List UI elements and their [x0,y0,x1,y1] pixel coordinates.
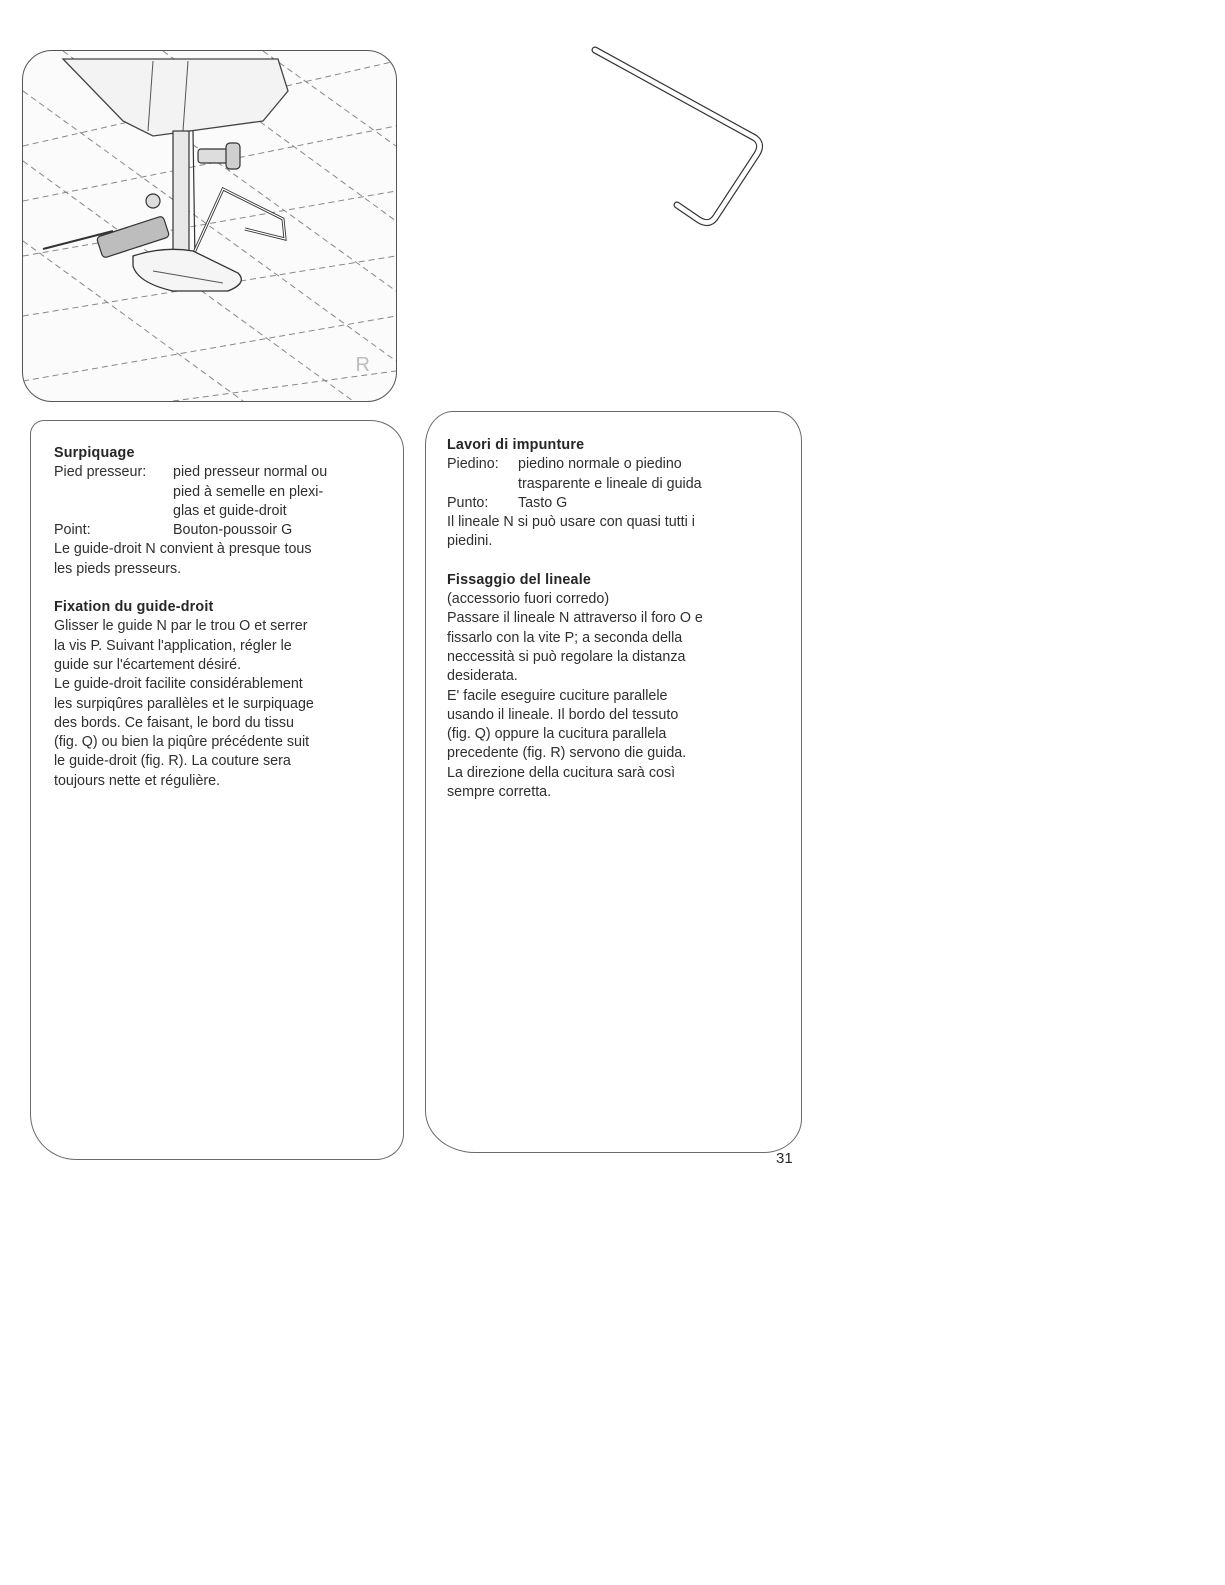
french-foot-row [54,463,327,482]
italian-body-line: sempre corretta. [447,784,552,801]
french-point-row [54,521,327,540]
italian-body-line: E' facile eseguire cuciture parallele [447,687,668,704]
french-body-line: toujours nette et régulière. [54,772,221,789]
french-point-label: Point: [54,522,91,539]
french-section-title: Fixation du guide-droit [54,599,214,616]
french-body-line: des bords. Ce faisant, le bord du tissu [54,714,295,731]
italian-section-title: Fissaggio del lineale [447,571,592,588]
italian-point-label: Punto: [447,494,489,511]
italian-foot-value-2: trasparente e lineale di guida [518,475,702,492]
french-foot-label: Pied presseur: [54,464,147,481]
sewing-foot-with-guide-illustration-icon [23,51,396,401]
french-point-value: Bouton-poussoir G [173,522,293,539]
italian-foot-label: Piedino: [447,456,499,473]
guide-bar-illustration-icon [585,40,785,240]
figure-label: R [355,354,370,376]
french-foot-value-3: glas et guide-droit [173,502,287,519]
italian-point-value: Tasto G [518,494,568,511]
french-body-line: Le guide-droit facilite considérablement [54,676,303,693]
italian-foot-value-1: piedino normale o piedino [518,456,682,473]
italian-body-line: Passare il lineale N attraverso il foro O e [447,610,703,627]
italian-intro-1: Il lineale N si può usare con quasi tutti i [447,514,695,531]
italian-body-line: (fig. Q) oppure la cucitura parallela [447,726,667,743]
figure-r [22,50,397,402]
italian-body-line: fissarlo con la vite P; a seconda della [447,629,683,646]
french-body-line: la vis P. Suivant l'application, régler le [54,637,292,654]
italian-body-line: La direzione della cucitura sarà così [447,764,676,781]
french-foot-value-2: pied à semelle en plexi- [173,483,324,500]
guide-bar-figure [585,40,785,240]
italian-text [447,436,703,802]
french-body-line: Glisser le guide N par le trou O et serrer [54,618,308,635]
french-title: Surpiquage [54,445,135,461]
italian-point-row [447,494,703,513]
page-number: 31 [776,1150,793,1167]
french-text [54,444,327,791]
french-body-line: guide sur l'écartement désiré. [54,656,242,673]
italian-foot-row [447,455,703,474]
french-foot-value-1: pied presseur normal ou [173,464,328,481]
italian-section-subtitle: (accessorio fuori corredo) [447,591,610,608]
italian-intro-2: piedini. [447,533,493,550]
french-intro-2: les pieds presseurs. [54,560,182,577]
italian-body-line: neccessità si può regolare la distanza [447,648,686,665]
french-body-line: (fig. Q) ou bien la piqûre précédente suit [54,734,310,751]
french-intro-1: Le guide-droit N convient à presque tous [54,541,312,558]
french-body-line: les surpiqûres parallèles et le surpiquage [54,695,314,712]
italian-title: Lavori di impunture [447,437,585,453]
italian-body-line: desiderata. [447,668,518,685]
italian-body-line: usando il lineale. Il bordo del tessuto [447,706,679,723]
italian-body-line: precedente (fig. R) servono die guida. [447,745,687,762]
french-body-line: le guide-droit (fig. R). La couture sera [54,753,291,770]
